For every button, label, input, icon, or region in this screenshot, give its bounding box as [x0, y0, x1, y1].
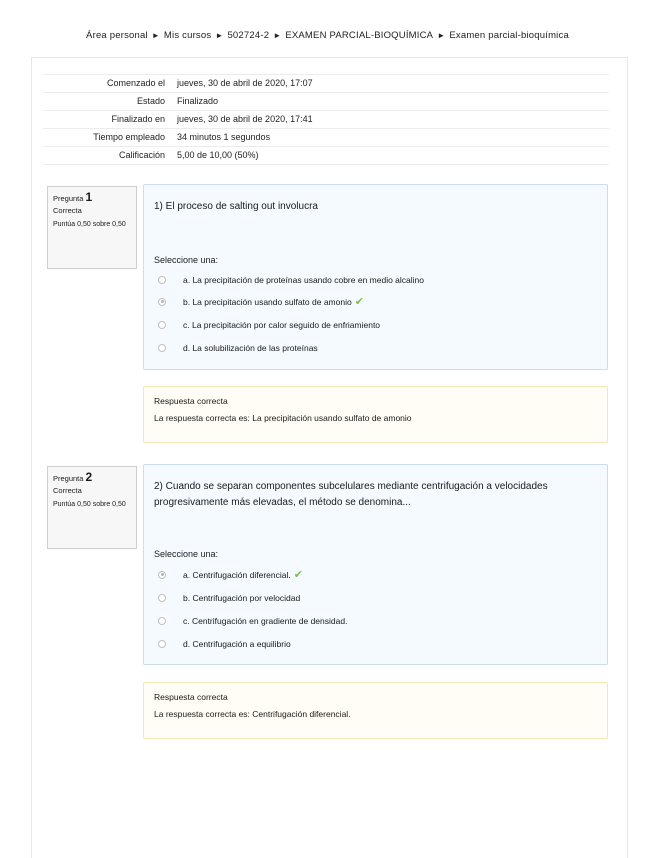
answer-option[interactable]: [158, 568, 303, 582]
answer-option-label: a. La precipitación de proteínas usando cobre en medio alcalino: [183, 275, 424, 285]
breadcrumb-separator: ►: [215, 31, 224, 40]
answer-option[interactable]: [158, 341, 318, 355]
question-text: 2) Cuando se separan componentes subcelulares mediante centrifugación a velocidades progresivamente más elevadas, el método se denomina...: [154, 481, 548, 508]
answer-prompt: Seleccione una:: [154, 549, 219, 559]
question-label: Pregunta: [53, 474, 84, 483]
question-2-box: [143, 464, 608, 665]
answer-option[interactable]: [158, 318, 380, 332]
question-1-info: [47, 186, 137, 269]
summary-value: jueves, 30 de abril de 2020, 17:07: [173, 75, 609, 93]
radio-button[interactable]: [158, 276, 166, 284]
attempt-summary-table: [43, 74, 609, 165]
radio-button[interactable]: [158, 344, 166, 352]
answer-option-label: b. Centrifugación por velocidad: [183, 593, 301, 603]
radio-button-selected[interactable]: [158, 298, 166, 306]
answer-option-label: c. Centrifugación en gradiente de densidad.: [183, 616, 348, 626]
question-state: Correcta: [53, 206, 82, 215]
question-number: 1: [85, 190, 93, 204]
radio-button-selected[interactable]: [158, 571, 166, 579]
summary-row: [43, 129, 609, 147]
answer-option-label: c. La precipitación por calor seguido de enfriamiento: [183, 320, 381, 330]
breadcrumb: [0, 30, 655, 41]
answer-option-label: d. Centrifugación a equilibrio: [183, 639, 291, 649]
question-1-feedback: [143, 386, 608, 443]
answer-option[interactable]: [158, 614, 347, 628]
summary-value: Finalizado: [173, 93, 609, 111]
feedback-text: La respuesta correcta es: La precipitación usando sulfato de amonio: [154, 413, 412, 423]
question-1-box: [143, 184, 608, 370]
answer-option-label: a. Centrifugación diferencial.: [183, 570, 291, 580]
summary-label: Comenzado el: [43, 75, 173, 93]
question-2-feedback: [143, 682, 608, 739]
answer-option[interactable]: [158, 637, 291, 651]
question-label: Pregunta: [53, 194, 84, 203]
question-2-info: [47, 466, 137, 549]
summary-value: 5,00 de 10,00 (50%): [173, 147, 609, 165]
answer-option[interactable]: [158, 591, 300, 605]
question-number: 2: [85, 470, 93, 484]
checkmark-icon: ✔: [293, 569, 303, 581]
summary-value: 34 minutos 1 segundos: [173, 129, 609, 147]
radio-button[interactable]: [158, 640, 166, 648]
summary-label: Finalizado en: [43, 111, 173, 129]
summary-label: Tiempo empleado: [43, 129, 173, 147]
summary-row: [43, 93, 609, 111]
feedback-title: Respuesta correcta: [154, 396, 228, 406]
breadcrumb-mis-cursos[interactable]: Mis cursos: [163, 30, 212, 41]
breadcrumb-separator: ►: [151, 31, 160, 40]
breadcrumb-separator: ►: [437, 31, 446, 40]
question-text: 1) El proceso de salting out involucra: [154, 201, 318, 212]
breadcrumb-separator: ►: [273, 31, 282, 40]
breadcrumb-exam[interactable]: Examen parcial-bioquímica: [449, 30, 569, 41]
feedback-text: La respuesta correcta es: Centrifugación diferencial.: [154, 709, 351, 719]
summary-label: Estado: [43, 93, 173, 111]
breadcrumb-area-personal[interactable]: Área personal: [86, 30, 148, 41]
question-state: Correcta: [53, 486, 82, 495]
breadcrumb-course-code[interactable]: 502724-2: [227, 30, 270, 41]
answer-prompt: Seleccione una:: [154, 255, 219, 265]
answer-option[interactable]: [158, 273, 424, 287]
summary-row: [43, 147, 609, 165]
question-points: Puntúa 0,50 sobre 0,50: [53, 221, 126, 228]
radio-button[interactable]: [158, 321, 166, 329]
question-points: Puntúa 0,50 sobre 0,50: [53, 501, 126, 508]
summary-label: Calificación: [43, 147, 173, 165]
radio-button[interactable]: [158, 594, 166, 602]
radio-button[interactable]: [158, 617, 166, 625]
checkmark-icon: ✔: [354, 296, 364, 308]
answer-option-label: d. La solubilización de las proteínas: [183, 343, 318, 353]
breadcrumb-exam-section[interactable]: EXAMEN PARCIAL-BIOQUÍMICA: [285, 30, 434, 41]
answer-option-label: b. La precipitación usando sulfato de amonio: [183, 297, 352, 307]
summary-value: jueves, 30 de abril de 2020, 17:41: [173, 111, 609, 129]
answer-option[interactable]: [158, 295, 364, 309]
summary-row: [43, 75, 609, 93]
feedback-title: Respuesta correcta: [154, 692, 228, 702]
summary-row: [43, 111, 609, 129]
